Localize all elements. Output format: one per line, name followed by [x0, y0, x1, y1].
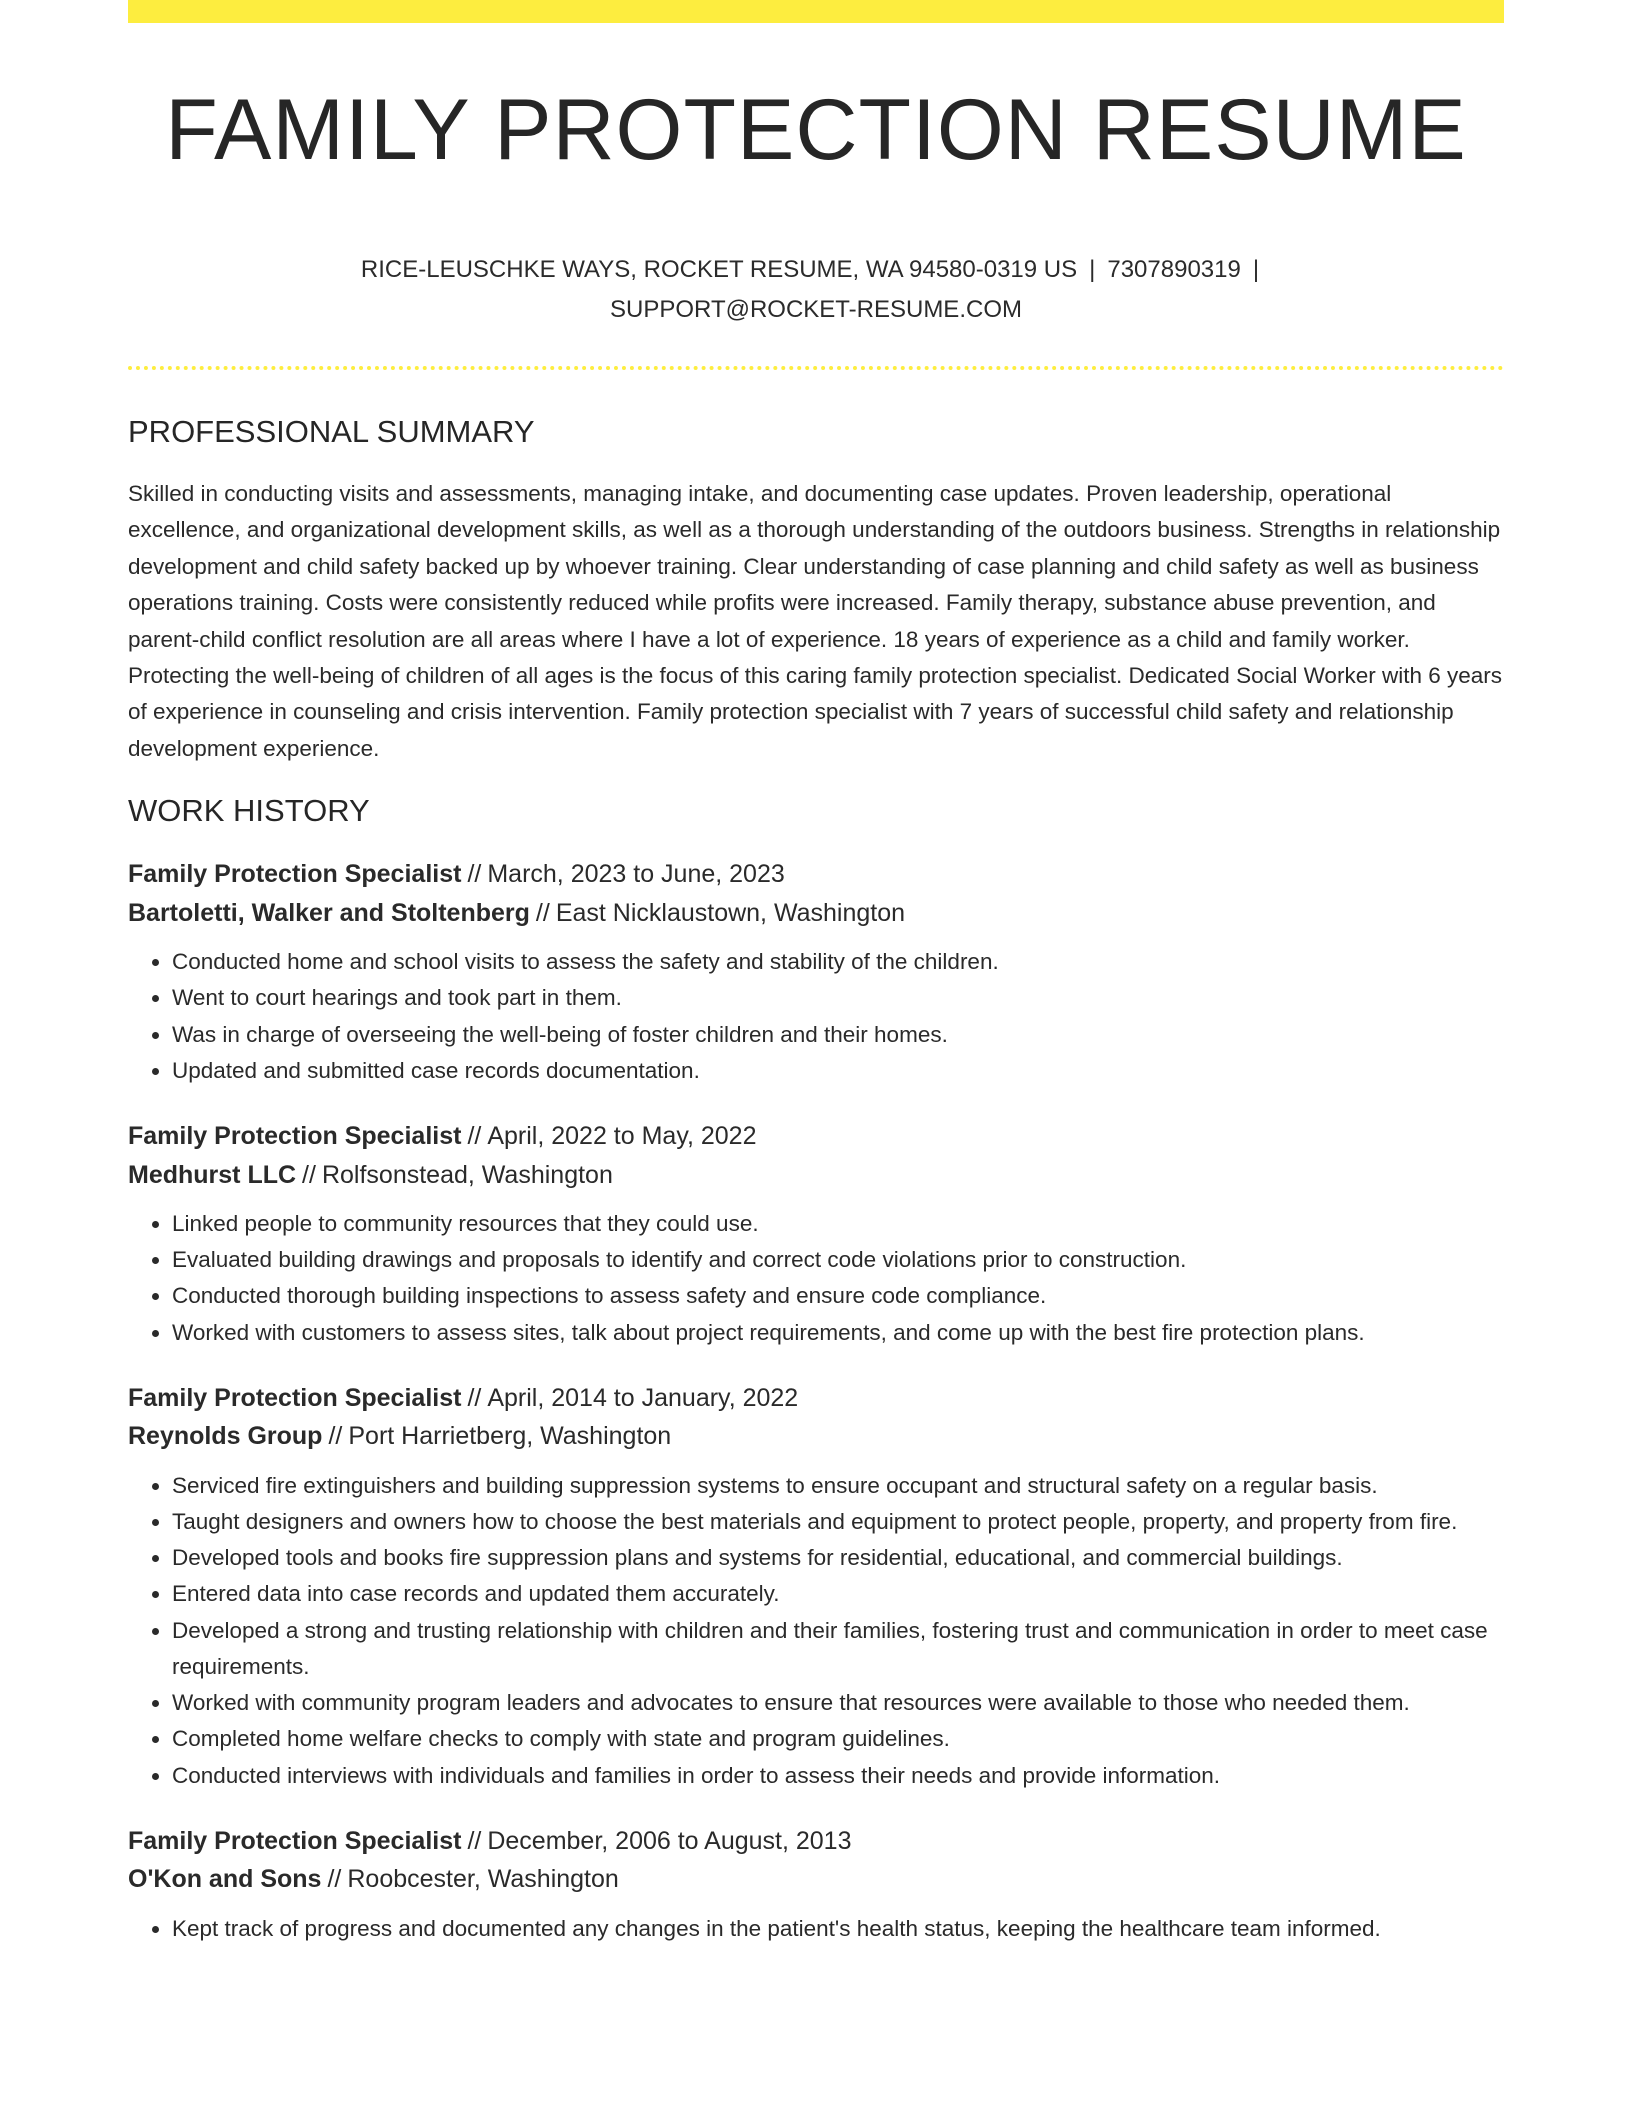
job-bullets: [128, 1468, 1504, 1794]
work-history-heading: WORK HISTORY: [128, 793, 370, 829]
job-bullet: • Taught designers and owners how to choose the best materials and equipment to protect people, property, and property from fire.: [172, 1504, 1504, 1540]
job-entry: [128, 1117, 1504, 1351]
job-company: Bartoletti, Walker and Stoltenberg: [128, 898, 530, 927]
job-role-line: [128, 1117, 1504, 1156]
job-dates: April, 2022 to May, 2022: [487, 1122, 757, 1151]
job-company: O'Kon and Sons: [128, 1865, 322, 1894]
delimiter: //: [328, 1422, 343, 1451]
job-company: Reynolds Group: [128, 1422, 323, 1451]
delimiter: //: [535, 898, 550, 927]
contact-separator: |: [1089, 256, 1096, 283]
job-bullet: • Conducted thorough building inspections to assess safety and ensure code compliance.: [172, 1278, 1504, 1314]
job-bullet: • Conducted home and school visits to assess the safety and stability of the children.: [172, 944, 1504, 980]
job-location: Roobcester, Washington: [347, 1865, 619, 1894]
delimiter: //: [467, 1383, 482, 1412]
job-entry: [128, 1379, 1504, 1794]
job-bullet: • Updated and submitted case records documentation.: [172, 1053, 1504, 1089]
delimiter: //: [467, 1826, 482, 1855]
job-bullet: • Kept track of progress and documented any changes in the patient's health status, keeping the healthcare team informed.: [172, 1911, 1504, 1947]
resume-title: FAMILY PROTECTION RESUME: [165, 82, 1467, 178]
job-dates: December, 2006 to August, 2013: [487, 1826, 852, 1855]
job-bullet: • Developed tools and books fire suppression plans and systems for residential, educational, and commercial buildings.: [172, 1540, 1504, 1576]
job-entry: [128, 1822, 1504, 1947]
job-bullet: • Worked with customers to assess sites, talk about project requirements, and come up with the best fire protection plans.: [172, 1315, 1504, 1351]
job-bullet: • Evaluated building drawings and proposals to identify and correct code violations prior to construction.: [172, 1242, 1504, 1278]
job-bullets: [128, 944, 1504, 1089]
job-company-line: [128, 1860, 1504, 1899]
resume-content: [128, 0, 1504, 1947]
job-entry: [128, 855, 1504, 1089]
summary-heading: PROFESSIONAL SUMMARY: [128, 414, 535, 449]
job-dates: March, 2023 to June, 2023: [487, 860, 785, 889]
job-bullet: • Linked people to community resources that they could use.: [172, 1206, 1504, 1242]
job-bullet: • Entered data into case records and updated them accurately.: [172, 1576, 1504, 1612]
delimiter: //: [467, 860, 482, 889]
job-role: Family Protection Specialist: [128, 1826, 462, 1855]
contact-address: RICE-LEUSCHKE WAYS, ROCKET RESUME, WA 94580-0319 US: [360, 256, 1078, 283]
delimiter: //: [467, 1122, 482, 1151]
job-bullets: [128, 1206, 1504, 1351]
job-bullet: • Worked with community program leaders and advocates to ensure that resources were available to those who needed them.: [172, 1685, 1504, 1721]
contact-separator: |: [1252, 256, 1260, 283]
job-bullet: • Serviced fire extinguishers and building suppression systems to ensure occupant and structural safety on a regular basis.: [172, 1468, 1504, 1504]
job-bullet: • Completed home welfare checks to comply with state and program guidelines.: [172, 1721, 1504, 1757]
job-role-line: [128, 855, 1504, 894]
job-role: Family Protection Specialist: [128, 860, 462, 889]
job-location: Rolfsonstead, Washington: [321, 1160, 613, 1189]
job-role: Family Protection Specialist: [128, 1383, 462, 1412]
job-role-line: [128, 1379, 1504, 1418]
contact-info: [316, 250, 1316, 330]
job-company-line: [128, 1156, 1504, 1195]
summary-text: Skilled in conducting visits and assessments, managing intake, and documenting case updates. Proven leadership, operational excellence, and organizational development skills, as well as a thorough understanding of the outdoors business. Strengths in relationship development and child safety backed up by whoever training. Clear understanding of case planning and child safety as well as business operations training. Costs were consistently reduced while profits were increased. Family therapy, substance abuse prevention, and parent-child conflict resolution are all areas where I have a lot of experience. 18 years of experience as a child and family worker. Protecting the well-being of children of all ages is the focus of this caring family protection specialist. Dedicated Social Worker with 6 years of experience in counseling and crisis intervention. Family protection specialist with 7 years of successful child safety and relationship development experience.: [128, 481, 1502, 761]
job-company: Medhurst LLC: [128, 1160, 297, 1189]
delimiter: //: [327, 1865, 342, 1894]
delimiter: //: [302, 1160, 316, 1189]
job-role-line: [128, 1822, 1504, 1861]
job-bullet: • Was in charge of overseeing the well-being of foster children and their homes.: [172, 1017, 1504, 1053]
job-role: Family Protection Specialist: [128, 1122, 462, 1151]
dotted-divider: [128, 366, 1504, 370]
job-company-line: [128, 1417, 1504, 1456]
job-location: East Nicklaustown, Washington: [555, 898, 906, 927]
job-dates: April, 2014 to January, 2022: [487, 1383, 799, 1412]
contact-email: SUPPORT@ROCKET-RESUME.COM: [610, 296, 1022, 323]
job-location: Port Harrietberg, Washington: [348, 1422, 672, 1451]
job-bullet: • Went to court hearings and took part in them.: [172, 980, 1504, 1016]
job-bullets: [128, 1911, 1504, 1947]
job-company-line: [128, 894, 1504, 933]
job-bullet: • Conducted interviews with individuals and families in order to assess their needs and provide information.: [172, 1758, 1504, 1794]
contact-phone: 7307890319: [1107, 256, 1241, 283]
job-bullet: • Developed a strong and trusting relationship with children and their families, fostering trust and communication in order to meet case requirements.: [172, 1613, 1504, 1685]
